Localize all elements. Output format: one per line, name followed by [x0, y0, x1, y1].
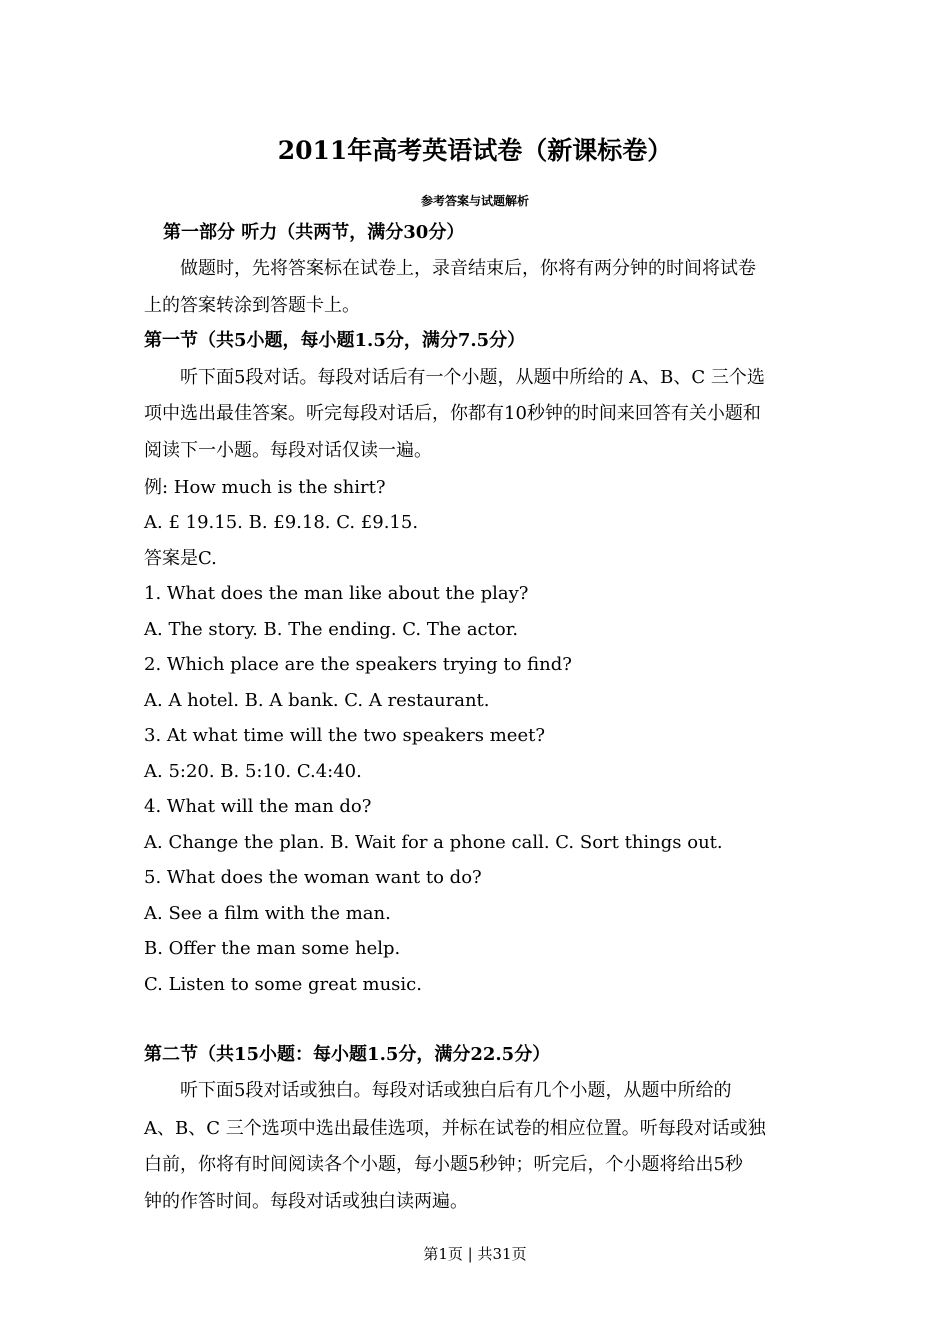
example-question: 例: How much is the shirt? — [144, 477, 386, 498]
question-line: 2. Which place are the speakers trying to find? — [144, 654, 572, 675]
options-line: A. The story. B. The ending. C. The actor. — [144, 619, 519, 640]
section2-intro-line-1: 听下面5段对话或独白。每段对话或独白后有几个小题，从题中所给的 — [180, 1080, 732, 1101]
options-line: C. Listen to some great music. — [144, 974, 422, 995]
options-line: A. Change the plan. B. Wait for a phone call. C. Sort things out. — [144, 832, 723, 853]
section2-intro-line-4: 钟的作答时间。每段对话或独白读两遍。 — [144, 1191, 468, 1212]
section1-heading: 第一节（共5小题，每小题1.5分，满分7.5分） — [144, 330, 526, 351]
section1-intro-line-1: 听下面5段对话。每段对话后有一个小题，从题中所给的 A、B、C 三个选 — [180, 367, 765, 388]
question-line: 4. What will the man do? — [144, 796, 372, 817]
part1-intro-line-1: 做题时，先将答案标在试卷上，录音结束后，你将有两分钟的时间将试卷 — [180, 258, 756, 279]
section2-intro-line-2: A、B、C 三个选项中选出最佳选项，并标在试卷的相应位置。听每段对话或独 — [144, 1118, 766, 1139]
options-line: A. A hotel. B. A bank. C. A restaurant. — [144, 690, 490, 711]
question-line: 1. What does the man like about the play? — [144, 583, 529, 604]
section1-intro-line-2: 项中选出最佳答案。听完每段对话后，你都有10秒钟的时间来回答有关小题和 — [144, 403, 761, 424]
question-line: 3. At what time will the two speakers meet? — [144, 725, 545, 746]
section2-heading: 第二节（共15小题：每小题1.5分，满分22.5分） — [144, 1044, 551, 1065]
question-line: 5. What does the woman want to do? — [144, 867, 482, 888]
page-subtitle: 参考答案与试题解析 — [420, 194, 529, 208]
options-line: B. Offer the man some help. — [144, 938, 401, 959]
options-line: A. 5:20. B. 5:10. C.4:40. — [144, 761, 362, 782]
section1-intro-line-3: 阅读下一小题。每段对话仅读一遍。 — [144, 440, 432, 461]
page-title: 2011年高考英语试卷（新课标卷） — [277, 136, 673, 165]
example-options: A. £ 19.15. B. £9.18. C. £9.15. — [144, 512, 419, 533]
page-footer: 第1页 | 共31页 — [423, 1245, 527, 1263]
options-line: A. See a film with the man. — [144, 903, 391, 924]
part1-heading: 第一部分 听力（共两节，满分30分） — [163, 222, 465, 243]
example-answer: 答案是C. — [144, 548, 217, 569]
section2-intro-line-3: 白前，你将有时间阅读各个小题，每小题5秒钟；听完后，个小题将给出5秒 — [144, 1154, 743, 1175]
part1-intro-line-2: 上的答案转涂到答题卡上。 — [144, 295, 360, 316]
